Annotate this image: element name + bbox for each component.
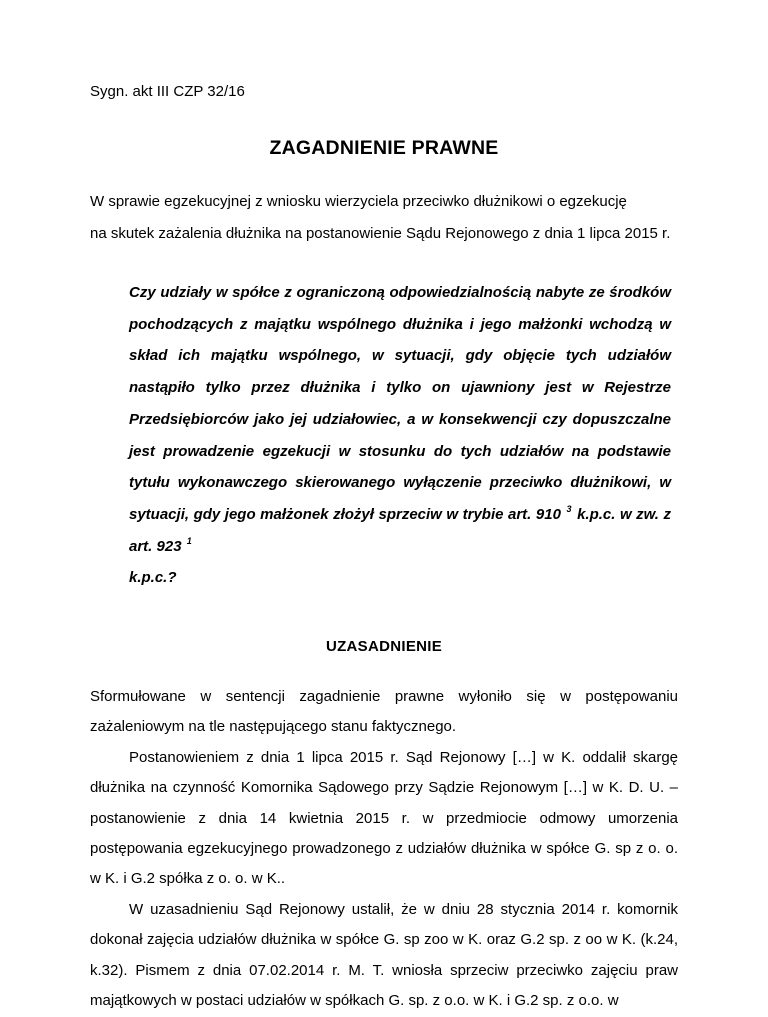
document-title: ZAGADNIENIE PRAWNE xyxy=(269,137,499,159)
question-text: Czy udziały w spółce z ograniczoną odpowiedzialnością nabyte ze środków pochodzących z majątku wspólnego dłużnika i jego małżonki wchodzą w skład ich majątku wspólnego, w sytuacji, gdy objęcie tych udziałów nastąpiło tylko przez dłużnika i tylko on ujawniony jest w Rejestrze Przedsiębiorców jako jej udziałowiec, a w konsekwencji czy dopuszczalne jest prowadzenie egzekucji w stosunku do tych udziałów na podstawie tytułu wykonawczego skierowanego wyłączenie przeciwko dłużnikowi, w sytuacji, gdy jego małżonek złożył sprzeciw w trybie art. 910 xyxy=(129,284,671,523)
intro-continuation: na skutek zażalenia dłużnika na postanowienie Sądu Rejonowego z dnia 1 lipca 2015 r. xyxy=(90,224,671,242)
question-superscript-2: 1 xyxy=(186,535,192,546)
intro-line: W sprawie egzekucyjnej z wniosku wierzyciela przeciwko dłużnikowi o egzekucję xyxy=(90,193,627,210)
question-text-end: k.p.c.? xyxy=(129,569,177,587)
body-paragraph: Sformułowane w sentencji zagadnienie prawne wyłoniło się w postępowaniu zażaleniowym na tle następującego stanu faktycznego. xyxy=(90,688,678,736)
question-text-continued: k.p.c. w zw. z art. 923 xyxy=(129,505,672,555)
body-paragraph: Postanowieniem z dnia 1 lipca 2015 r. Sąd Rejonowy […] w K. oddalił skargę dłużnika na czynność Komornika Sądowego przy Sądzie Rejonowym […] w K. D. U. – postanowienie z dnia 14 kwietnia 2015 r. w przedmiocie odmowy umorzenia postępowania egzekucyjnego prowadzonego z udziałów dłużnika w spółce G. sp z o. o. w K. i G.2 spółka z o. o. w K.. xyxy=(90,748,678,888)
case-signature: Sygn. akt III CZP 32/16 xyxy=(90,83,245,100)
justification-body xyxy=(90,682,678,1016)
section-heading: UZASADNIENIE xyxy=(325,638,443,656)
body-paragraph: W uzasadnieniu Sąd Rejonowy ustalił, że w dniu 28 stycznia 2014 r. komornik dokonał zajęcia udziałów dłużnika w spółce G. sp zoo w K. oraz G.2 sp. z oo w K. (k.24, k.32). Pismem z dnia 07.02.2014 r. M. T. wniosła sprzeciw przeciwko zajęciu praw majątkowych w postaci udziałów w spółkach G. sp. z o.o. w K. i G.2 sp. z o.o. w xyxy=(90,900,678,1010)
question-superscript: 3 xyxy=(566,503,572,514)
legal-question xyxy=(129,277,671,594)
document-page xyxy=(90,82,678,1017)
intro-paragraph xyxy=(90,186,678,249)
